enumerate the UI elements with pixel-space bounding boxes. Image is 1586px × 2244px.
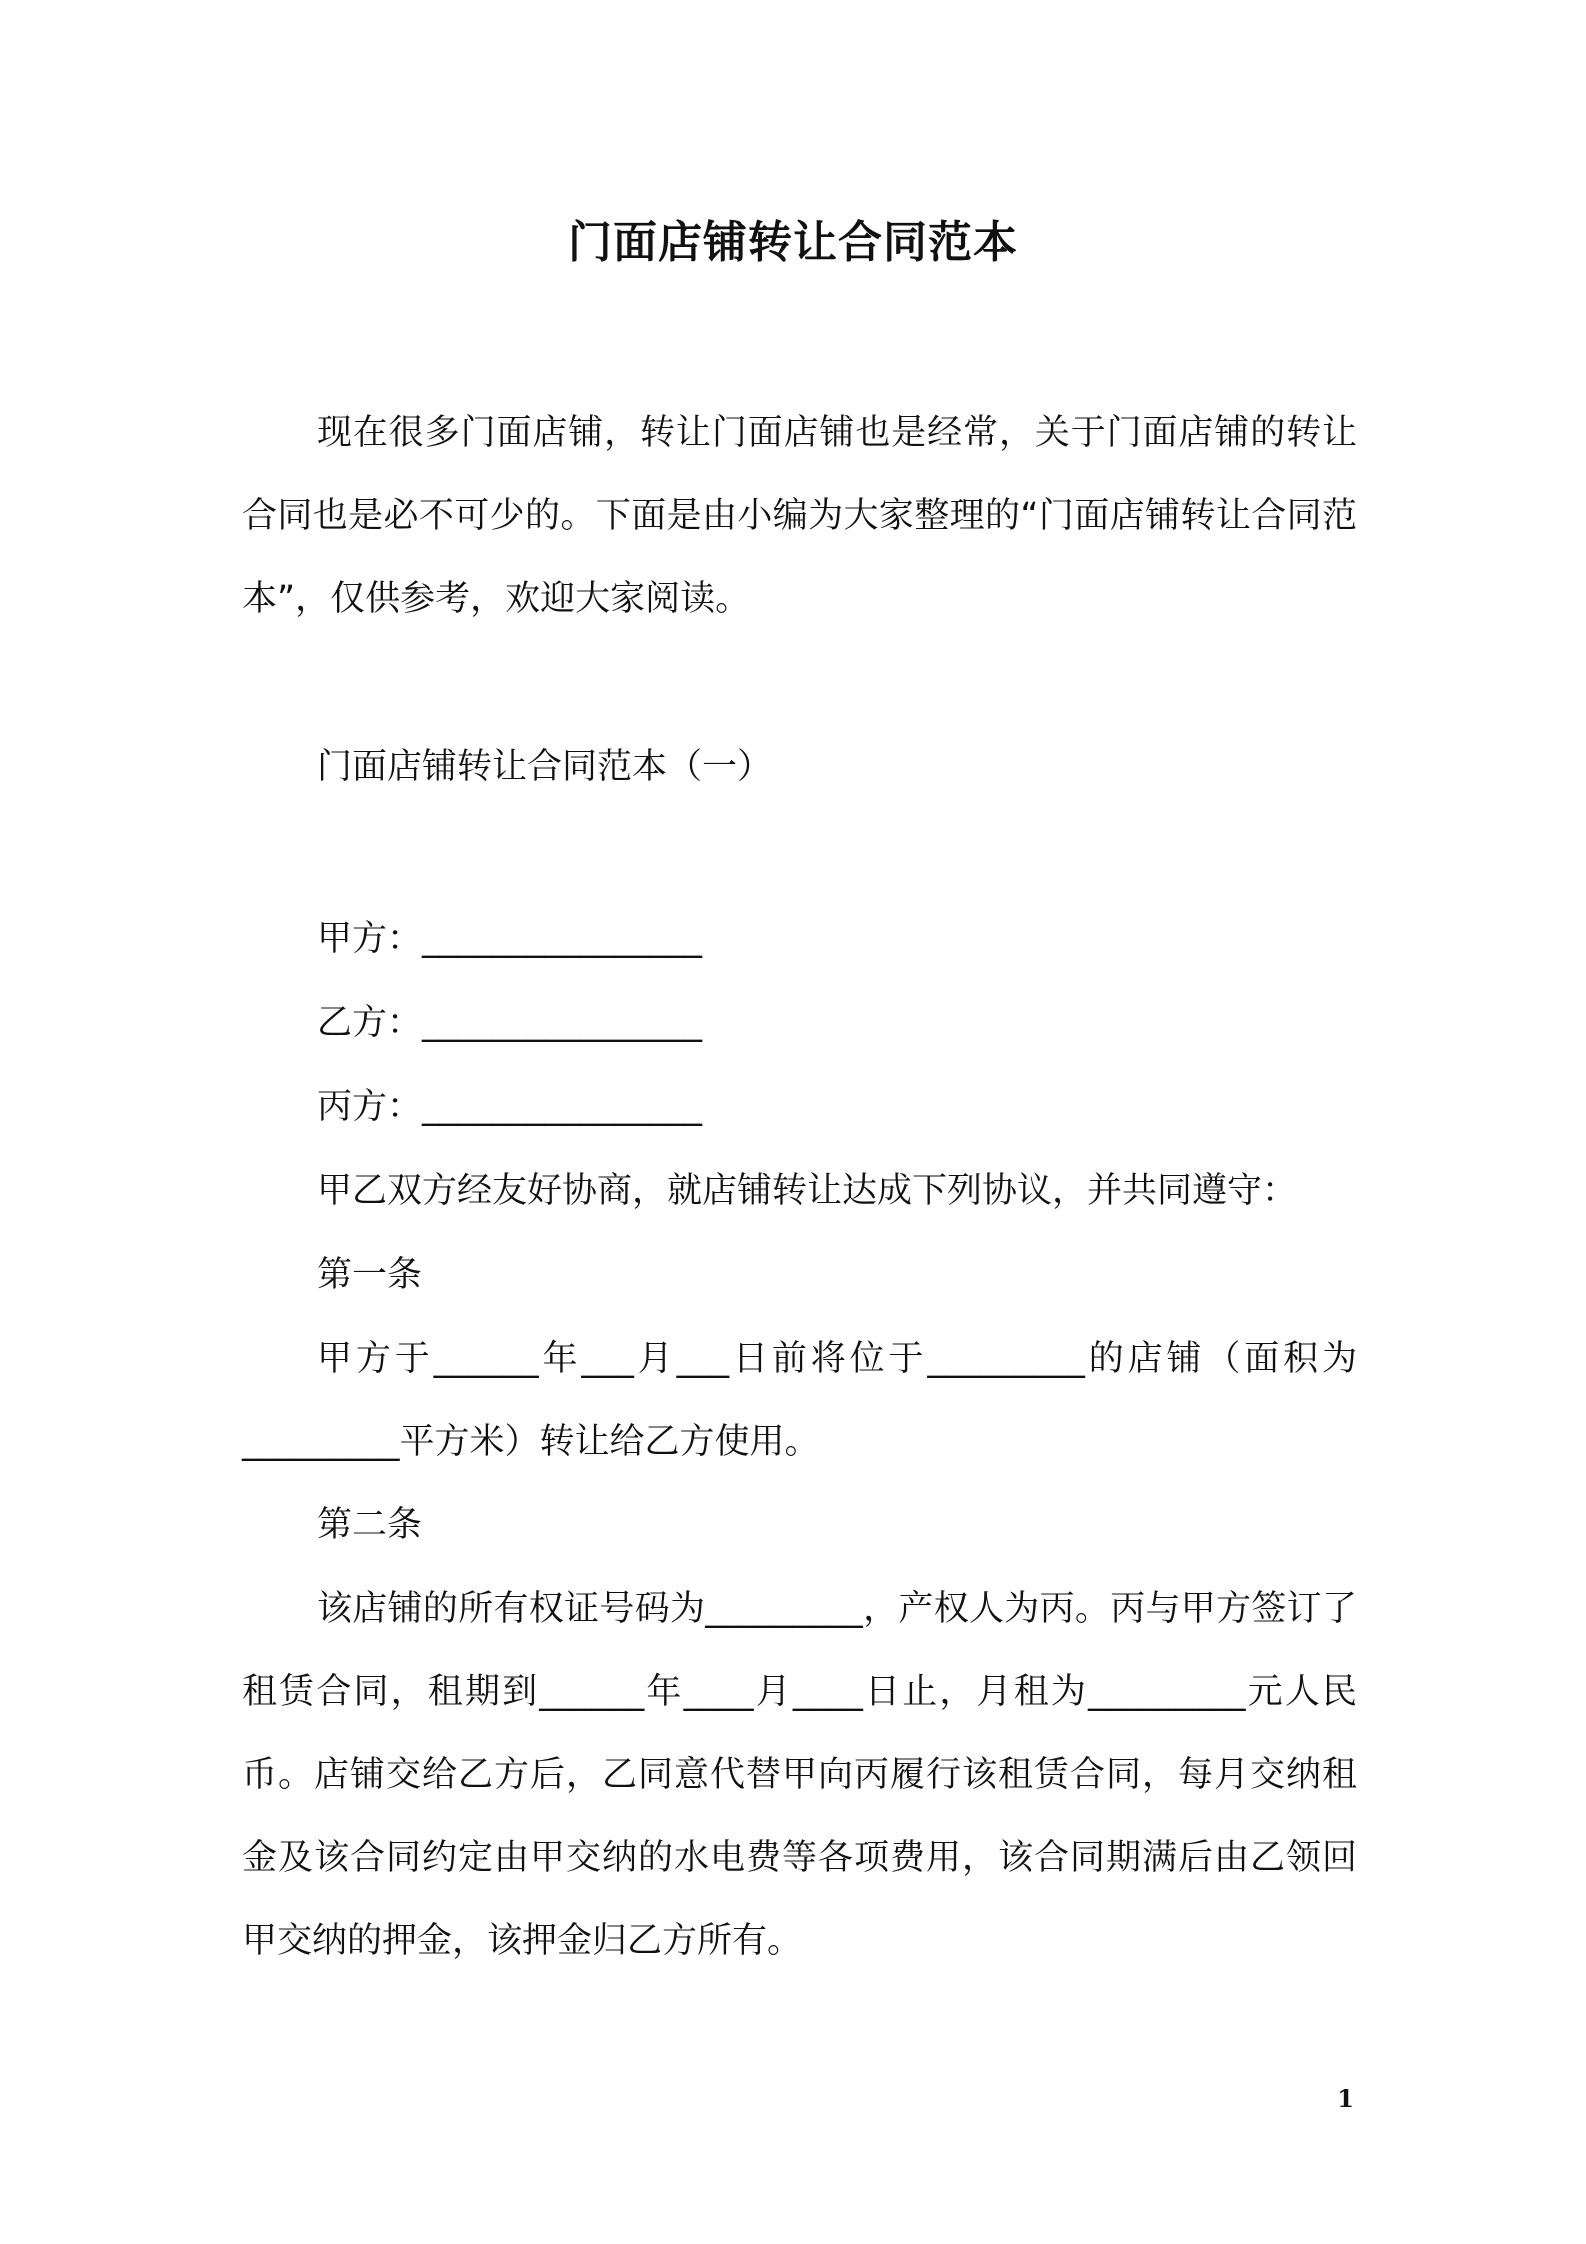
page-number: 1 bbox=[1337, 2084, 1354, 2113]
article-1-text: 甲方于______年___月___日前将位于_________的店铺（面积为_________平方米）转让给乙方使用。 bbox=[242, 1339, 1357, 1462]
agreement-intro: 甲乙双方经友好协商，就店铺转让达成下列协议，并共同遵守： bbox=[317, 1171, 1298, 1211]
party-b-line: 乙方：________________ bbox=[317, 1003, 703, 1043]
intro-paragraph: 现在很多门面店铺，转让门面店铺也是经常，关于门面店铺的转让合同也是必不可少的。下面是由小编为大家整理的“门面店铺转让合同范本”，仅供参考，欢迎大家阅读。 bbox=[242, 413, 1357, 619]
document-title: 门面店铺转让合同范本 bbox=[568, 217, 1018, 268]
article-2-text: 该店铺的所有权证号码为_________，产权人为丙。丙与甲方签订了租赁合同，租期到______年____月____日止，月租为_________元人民币。店铺交给乙方后，乙同意代替甲向丙履行该租赁合同，每月交纳租金及该合同约定由甲交纳的水电费等各项费用，该合同期满后由乙领回甲交纳的押金，该押金归乙方所有。 bbox=[242, 1589, 1357, 1961]
section-heading: 门面店铺转让合同范本（一） bbox=[317, 747, 773, 787]
party-c-line: 丙方：________________ bbox=[317, 1087, 703, 1127]
article-2-title: 第二条 bbox=[317, 1505, 423, 1545]
party-a-line: 甲方：________________ bbox=[317, 919, 703, 959]
article-1-title: 第一条 bbox=[317, 1255, 423, 1295]
